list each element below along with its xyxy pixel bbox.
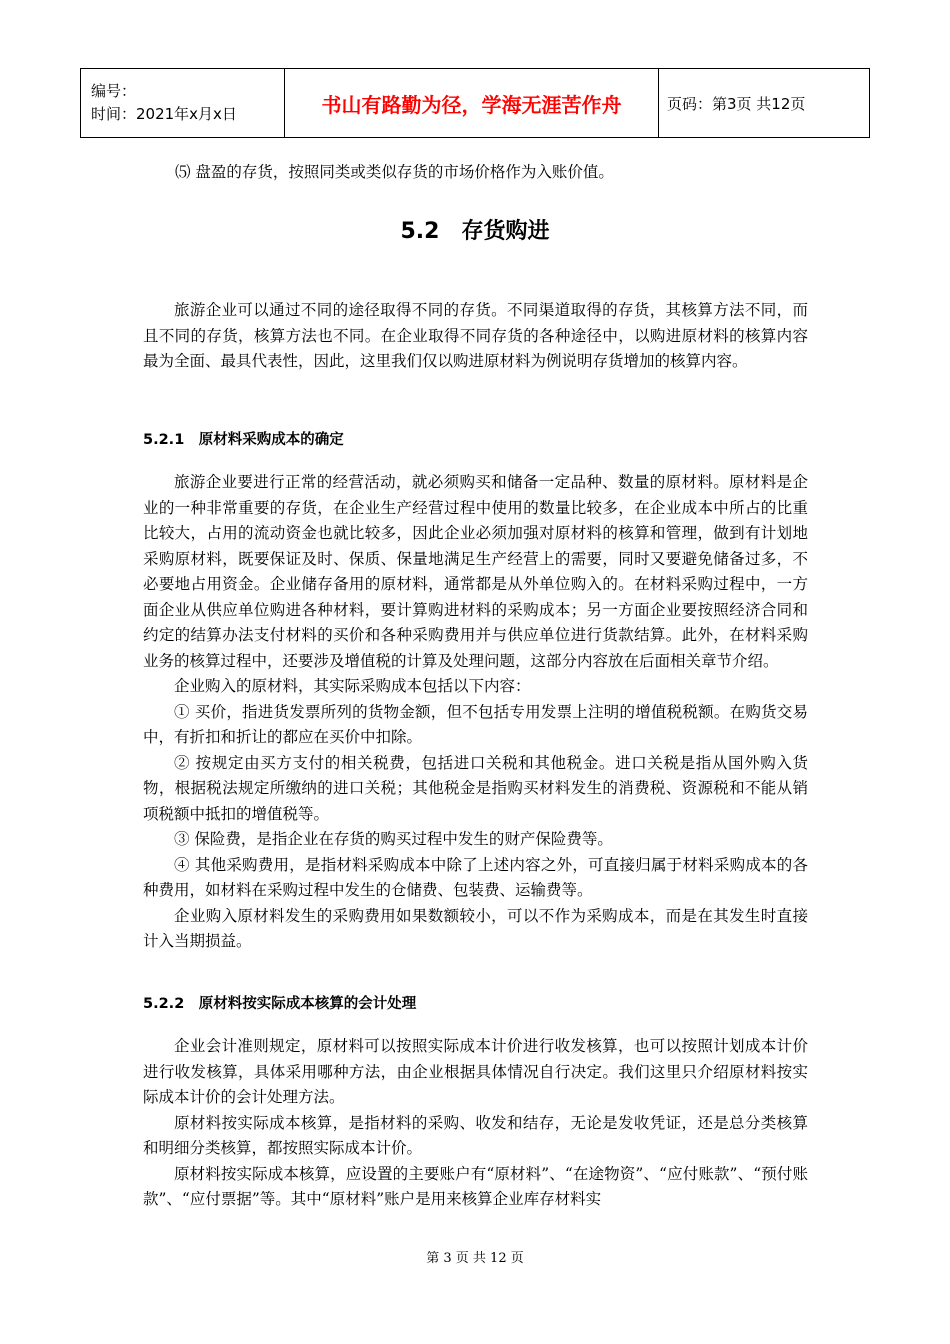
list-item: ② 按规定由买方支付的相关税费，包括进口关税和其他税金。进口关税是指从国外购入货物，根据税法规定所缴纳的进口关税；其他税金是指购买材料发生的消费税、资源税和不能从销项税额中抵扣的增值税等。 (143, 753, 808, 823)
subsection-1-body (143, 470, 808, 955)
paragraph: 旅游企业要进行正常的经营活动，就必须购买和储备一定品种、数量的原材料。原材料是企业的一种非常重要的存货，在企业生产经营过程中使用的数量比较多，在企业成本中所占的比重比较大，占用的流动资金也就比较多，因此企业必须加强对原材料的核算和管理，做到有计划地采购原材料，既要保证及时、保质、保量地满足生产经营上的需要，同时又要避免储备过多，不必要地占用资金。企业储存备用的原材料，通常都是从外单位购入的。在材料采购过程中，一方面企业从供应单位购进各种材料，要计算购进材料的采购成本；另一方面企业要按照经济合同和约定的结算办法支付材料的买价和各种采购费用并与供应单位进行货款结算。此外，在材料采购业务的核算过程中，还要涉及增值税的计算及处理问题，这部分内容放在后面相关章节介绍。 (143, 473, 808, 670)
list-item: ① 买价，指进货发票所列的货物金额，但不包括专用发票上注明的增值税税额。在购货交易中，有折扣和折让的都应在买价中扣除。 (143, 702, 808, 746)
intro-paragraph: 旅游企业可以通过不同的途径取得不同的存货。不同渠道取得的存货，其核算方法不同，而且不同的存货，核算方法也不同。在企业取得不同存货的各种途径中，以购进原材料的核算内容最为全面、最具代表性，因此，这里我们仅以购进原材料为例说明存货增加的核算内容。 (143, 301, 808, 370)
paragraph: 企业购入原材料发生的采购费用如果数额较小，可以不作为采购成本，而是在其发生时直接计入当期损益。 (143, 906, 808, 950)
subsection-title-2: 5.2.2 原材料按实际成本核算的会计处理 (143, 996, 417, 1012)
list-item: ④ 其他采购费用，是指材料采购成本中除了上述内容之外，可直接归属于材料采购成本的各种费用，如材料在采购过程中发生的仓储费、包装费、运输费等。 (143, 855, 808, 899)
header-page-number: 页码：第3页 共12页 (667, 94, 806, 113)
intro-paragraph-block (143, 298, 808, 375)
paragraph: 原材料按实际成本核算，应设置的主要账户有“原材料”、“在途物资”、“应付账款”、“预付账款”、“应付票据”等。其中“原材料”账户是用来核算企业库存材料实 (143, 1164, 808, 1208)
header-left-cell (81, 69, 285, 137)
document-date-label: 时间：2021年x月x日 (91, 105, 237, 123)
subsection-title-1: 5.2.1 原材料采购成本的确定 (143, 432, 344, 448)
paragraph: 企业会计准则规定，原材料可以按照实际成本计价进行收发核算，也可以按照计划成本计价进行收发核算，具体采用哪种方法，由企业根据具体情况自行决定。我们这里只介绍原材料按实际成本计价的会计处理方法。 (143, 1037, 808, 1106)
header-motto-cell (285, 69, 659, 137)
page-footer: 第 3 页 共 12 页 (426, 1251, 524, 1266)
header-table (80, 68, 870, 138)
list-item: ③ 保险费，是指企业在存货的购买过程中发生的财产保险费等。 (174, 830, 613, 848)
section-title: 5.2 存货购进 (400, 219, 550, 244)
header-motto: 书山有路勤为径，学海无涯苦作舟 (321, 92, 622, 117)
intro-line: ⑸ 盘盈的存货，按照同类或类似存货的市场价格作为入账价值。 (175, 163, 614, 181)
subsection-2-body (143, 1034, 808, 1213)
document-number-label: 编号： (91, 82, 137, 100)
header-page-cell (659, 69, 869, 137)
paragraph: 原材料按实际成本核算，是指材料的采购、收发和结存，无论是发收凭证，还是总分类核算和明细分类核算，都按照实际成本计价。 (143, 1113, 808, 1157)
paragraph: 企业购入的原材料，其实际采购成本包括以下内容： (174, 677, 531, 695)
